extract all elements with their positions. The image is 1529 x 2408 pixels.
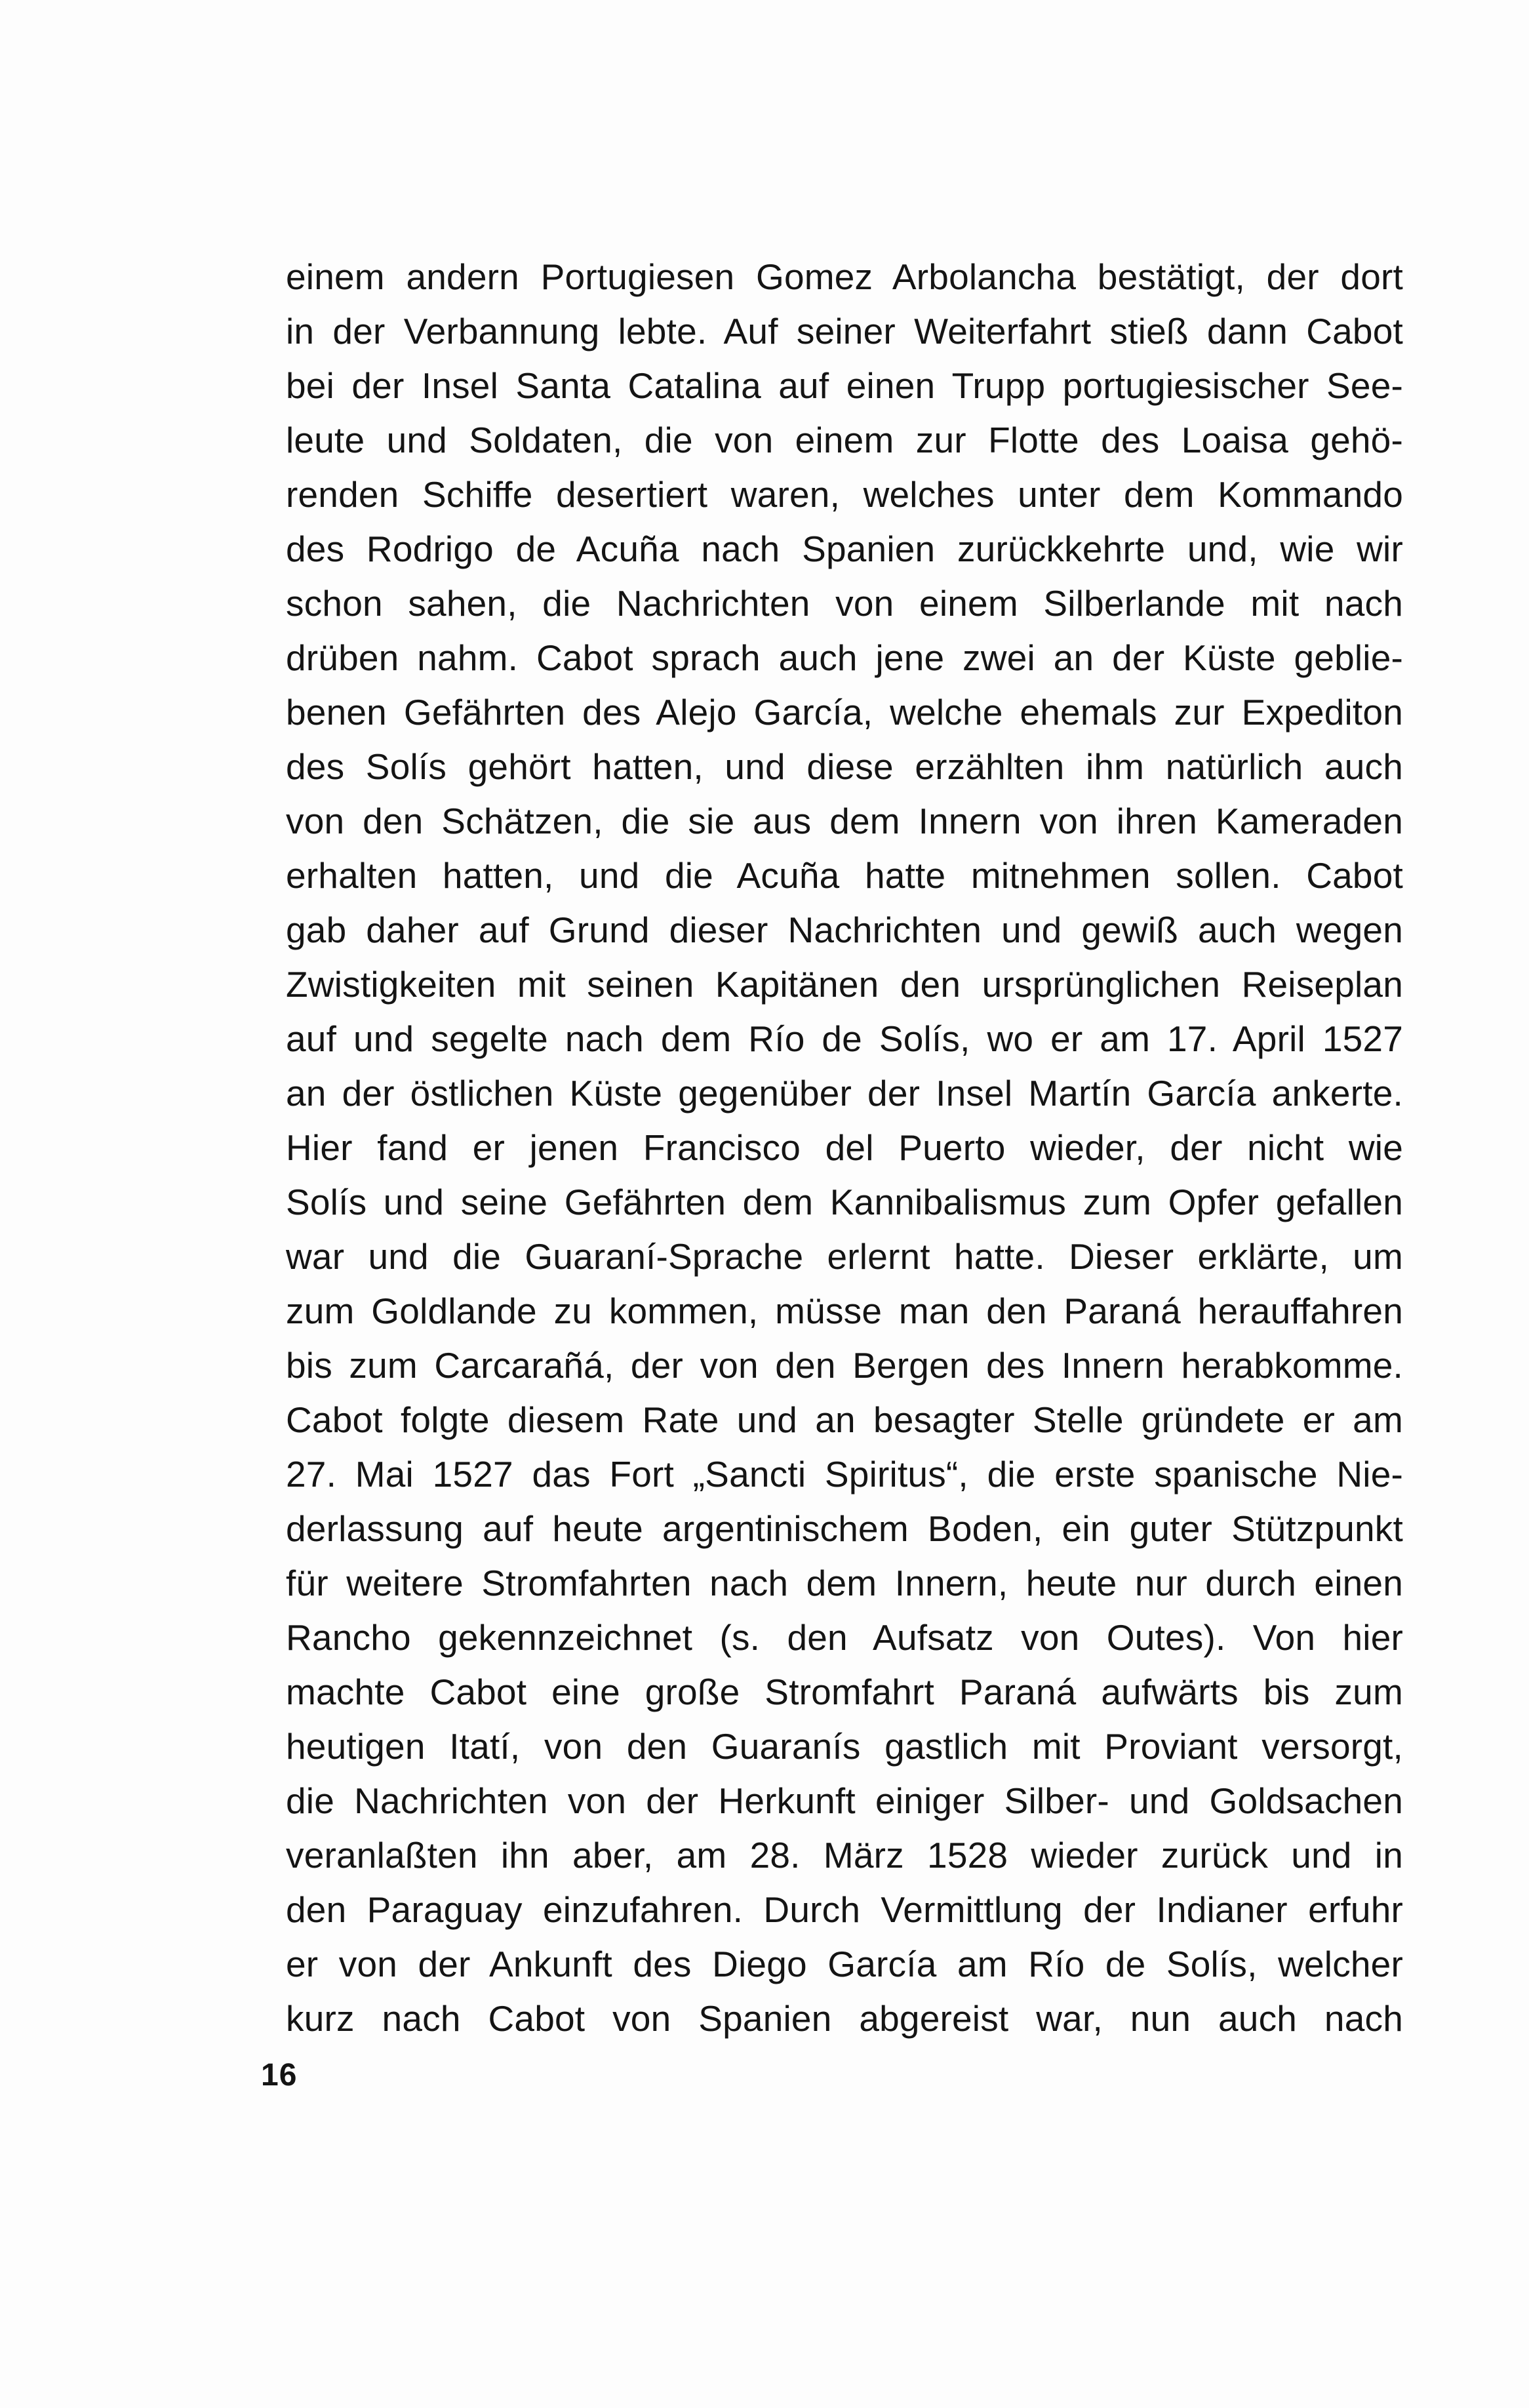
text-line: veranlaßten ihn aber, am 28. März 1528 wieder zurück und in — [286, 1835, 1403, 1876]
text-line: an der östlichen Küste gegenüber der Insel Martín García ankerte. — [286, 1073, 1403, 1114]
body-text — [286, 250, 1403, 2046]
text-line: renden Schiffe desertiert waren, welches unter dem Kommando — [286, 474, 1403, 515]
text-line: den Paraguay einzufahren. Durch Vermittlung der Indianer erfuhr — [286, 1889, 1403, 1930]
text-line: war und die Guaraní-Sprache erlernt hatte. Dieser erklärte, um — [286, 1236, 1403, 1277]
page-number: 16 — [261, 2058, 298, 2093]
text-line: Zwistigkeiten mit seinen Kapitänen den ursprünglichen Reiseplan — [286, 964, 1403, 1005]
text-line: Hier fand er jenen Francisco del Puerto wieder, der nicht wie — [286, 1127, 1403, 1168]
text-line: kurz nach Cabot von Spanien abgereist war, nun auch nach — [286, 1998, 1403, 2039]
text-line: 27. Mai 1527 das Fort „Sancti Spiritus“, die erste spanische Nie- — [286, 1454, 1403, 1495]
text-line: auf und segelte nach dem Río de Solís, wo er am 17. April 1527 — [286, 1018, 1403, 1059]
text-line: die Nachrichten von der Herkunft einiger Silber- und Goldsachen — [286, 1780, 1403, 1821]
text-line: einem andern Portugiesen Gomez Arbolancha bestätigt, der dort — [286, 256, 1403, 297]
text-line: Cabot folgte diesem Rate und an besagter Stelle gründete er am — [286, 1399, 1403, 1440]
text-line: derlassung auf heute argentinischem Boden, ein guter Stützpunkt — [286, 1508, 1403, 1549]
text-line: Solís und seine Gefährten dem Kannibalismus zum Opfer gefallen — [286, 1182, 1403, 1222]
text-line: zum Goldlande zu kommen, müsse man den Paraná herauffahren — [286, 1291, 1403, 1331]
text-line: benen Gefährten des Alejo García, welche ehemals zur Expediton — [286, 692, 1403, 732]
text-line: für weitere Stromfahrten nach dem Innern, heute nur durch einen — [286, 1563, 1403, 1603]
text-line: leute und Soldaten, die von einem zur Flotte des Loaisa gehö- — [286, 420, 1403, 460]
text-line: bis zum Carcarañá, der von den Bergen des Innern herabkomme. — [286, 1345, 1403, 1386]
text-line: machte Cabot eine große Stromfahrt Paraná aufwärts bis zum — [286, 1672, 1403, 1712]
text-line: Rancho gekennzeichnet (s. den Aufsatz von Outes). Von hier — [286, 1617, 1403, 1658]
text-line: des Rodrigo de Acuña nach Spanien zurückkehrte und, wie wir — [286, 529, 1403, 569]
text-line: von den Schätzen, die sie aus dem Innern von ihren Kameraden — [286, 801, 1403, 841]
text-line: heutigen Itatí, von den Guaranís gastlich mit Proviant versorgt, — [286, 1726, 1403, 1767]
text-line: drüben nahm. Cabot sprach auch jene zwei an der Küste geblie- — [286, 637, 1403, 678]
text-line: bei der Insel Santa Catalina auf einen Trupp portugiesischer See- — [286, 365, 1403, 406]
text-line: gab daher auf Grund dieser Nachrichten und gewiß auch wegen — [286, 910, 1403, 950]
text-line: des Solís gehört hatten, und diese erzählten ihm natürlich auch — [286, 746, 1403, 787]
text-line: in der Verbannung lebte. Auf seiner Weiterfahrt stieß dann Cabot — [286, 311, 1403, 351]
text-line: er von der Ankunft des Diego García am Río de Solís, welcher — [286, 1944, 1403, 1984]
text-line: erhalten hatten, und die Acuña hatte mitnehmen sollen. Cabot — [286, 855, 1403, 896]
text-line: schon sahen, die Nachrichten von einem Silberlande mit nach — [286, 583, 1403, 624]
